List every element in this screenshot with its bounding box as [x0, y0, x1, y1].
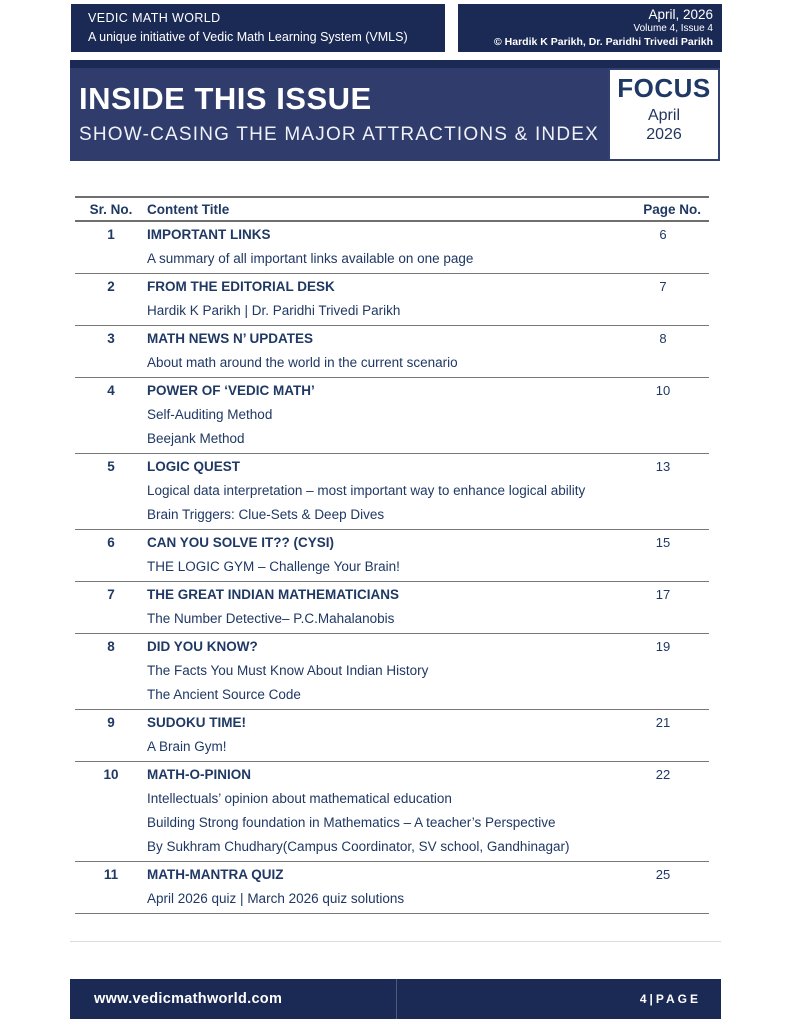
column-header-sr-no: Sr. No.: [89, 202, 133, 217]
row-content: [147, 327, 617, 375]
row-page-no: 15: [655, 535, 671, 550]
focus-box: [608, 68, 720, 161]
table-row: [75, 222, 709, 274]
row-sr-no: 5: [107, 459, 115, 474]
row-subtitle: THE LOGIC GYM – Challenge Your Brain!: [147, 559, 400, 574]
row-subtitle: Intellectuals’ opinion about mathematical education: [147, 791, 452, 806]
row-subtitle: By Sukhram Chudhary(Campus Coordinator, SV school, Gandhinagar): [147, 839, 570, 854]
row-subtitle: Beejank Method: [147, 431, 245, 446]
footer-bar: [70, 979, 721, 1019]
inside-this-issue-banner: [70, 60, 720, 161]
row-title: FROM THE EDITORIAL DESK: [147, 279, 335, 294]
table-row: [75, 710, 709, 762]
toc-rows: [75, 222, 709, 914]
row-sr-no: 1: [107, 227, 115, 242]
row-sr-no: 8: [107, 639, 115, 654]
row-sr-no: 3: [107, 331, 115, 346]
row-subtitle: The Facts You Must Know About Indian History: [147, 663, 429, 678]
row-title: MATH NEWS N’ UPDATES: [147, 331, 314, 346]
row-title: MATH-O-PINION: [147, 767, 251, 782]
row-content: [147, 711, 617, 759]
row-title: DID YOU KNOW?: [147, 639, 258, 654]
table-row: [75, 274, 709, 326]
row-sr-no: 4: [107, 383, 115, 398]
column-header-page-no: Page No.: [643, 202, 701, 217]
table-row: [75, 378, 709, 454]
row-sr-no: 6: [107, 535, 115, 550]
toc-header-row: [75, 196, 709, 222]
row-page-no: 13: [655, 459, 671, 474]
row-content: [147, 531, 617, 579]
issue-date: April, 2026: [648, 7, 713, 22]
row-content: [147, 455, 617, 527]
row-subtitle: About math around the world in the current scenario: [147, 355, 458, 370]
row-sr-no: 11: [103, 867, 119, 882]
banner-subtitle: SHOW-CASING THE MAJOR ATTRACTIONS & INDEX: [79, 124, 600, 145]
row-page-no: 22: [655, 767, 671, 782]
row-content: [147, 635, 617, 707]
banner-title: INSIDE THIS ISSUE: [79, 81, 372, 116]
row-sr-no: 9: [107, 715, 115, 730]
row-subtitle: A summary of all important links available on one page: [147, 251, 474, 266]
banner-top-strip: [70, 60, 720, 68]
row-subtitle: Logical data interpretation – most important way to enhance logical ability: [147, 483, 586, 498]
row-subtitle: Brain Triggers: Clue-Sets & Deep Dives: [147, 507, 385, 522]
column-header-content-title: Content Title: [147, 202, 230, 217]
row-subtitle: The Ancient Source Code: [147, 687, 301, 702]
row-title: LOGIC QUEST: [147, 459, 241, 474]
brand-title: VEDIC MATH WORLD: [88, 11, 221, 25]
masthead-brand-box: [71, 4, 445, 52]
row-content: [147, 223, 617, 271]
table-row: [75, 634, 709, 710]
row-subtitle: Self-Auditing Method: [147, 407, 273, 422]
row-page-no: 6: [659, 227, 667, 242]
table-row: [75, 862, 709, 914]
row-subtitle: April 2026 quiz | March 2026 quiz solutions: [147, 891, 405, 906]
row-sr-no: 7: [107, 587, 115, 602]
row-title: IMPORTANT LINKS: [147, 227, 271, 242]
brand-tagline: A unique initiative of Vedic Math Learning System (VMLS): [88, 30, 408, 44]
row-page-no: 8: [659, 331, 667, 346]
focus-year: 2026: [646, 126, 682, 143]
row-subtitle: Hardik K Parikh | Dr. Paridhi Trivedi Parikh: [147, 303, 401, 318]
table-row: [75, 762, 709, 862]
toc-table: [75, 196, 709, 914]
row-page-no: 19: [655, 639, 671, 654]
table-row: [75, 454, 709, 530]
row-page-no: 25: [655, 867, 671, 882]
footer-vertical-divider: [396, 979, 397, 1019]
table-row: [75, 530, 709, 582]
row-content: [147, 275, 617, 323]
website-link[interactable]: www.vedicmathworld.com: [94, 991, 283, 1007]
focus-label: FOCUS: [617, 73, 711, 103]
table-row: [75, 326, 709, 378]
row-sr-no: 10: [103, 767, 119, 782]
row-content: [147, 379, 617, 451]
row-page-no: 21: [655, 715, 671, 730]
row-page-no: 17: [655, 587, 671, 602]
row-page-no: 10: [655, 383, 671, 398]
focus-month: April: [647, 107, 680, 124]
row-subtitle: Building Strong foundation in Mathematics – A teacher’s Perspective: [147, 815, 556, 830]
row-title: MATH-MANTRA QUIZ: [147, 867, 284, 882]
table-row: [75, 582, 709, 634]
row-subtitle: The Number Detective– P.C.Mahalanobis: [147, 611, 395, 626]
masthead-issue-box: [458, 4, 722, 52]
copyright-line: © Hardik K Parikh, Dr. Paridhi Trivedi Parikh: [494, 36, 713, 48]
row-page-no: 7: [659, 279, 667, 294]
row-sr-no: 2: [107, 279, 115, 294]
volume-issue: Volume 4, Issue 4: [633, 23, 713, 34]
footer-divider-line: [70, 941, 721, 942]
row-content: [147, 583, 617, 631]
page-number-label: 4|PAGE: [639, 992, 701, 1006]
row-title: SUDOKU TIME!: [147, 715, 246, 730]
row-subtitle: A Brain Gym!: [147, 739, 227, 754]
row-title: CAN YOU SOLVE IT?? (CYSI): [147, 535, 335, 550]
row-title: THE GREAT INDIAN MATHEMATICIANS: [147, 587, 399, 602]
row-content: [147, 763, 617, 859]
row-content: [147, 863, 617, 911]
row-title: POWER OF ‘VEDIC MATH’: [147, 383, 315, 398]
